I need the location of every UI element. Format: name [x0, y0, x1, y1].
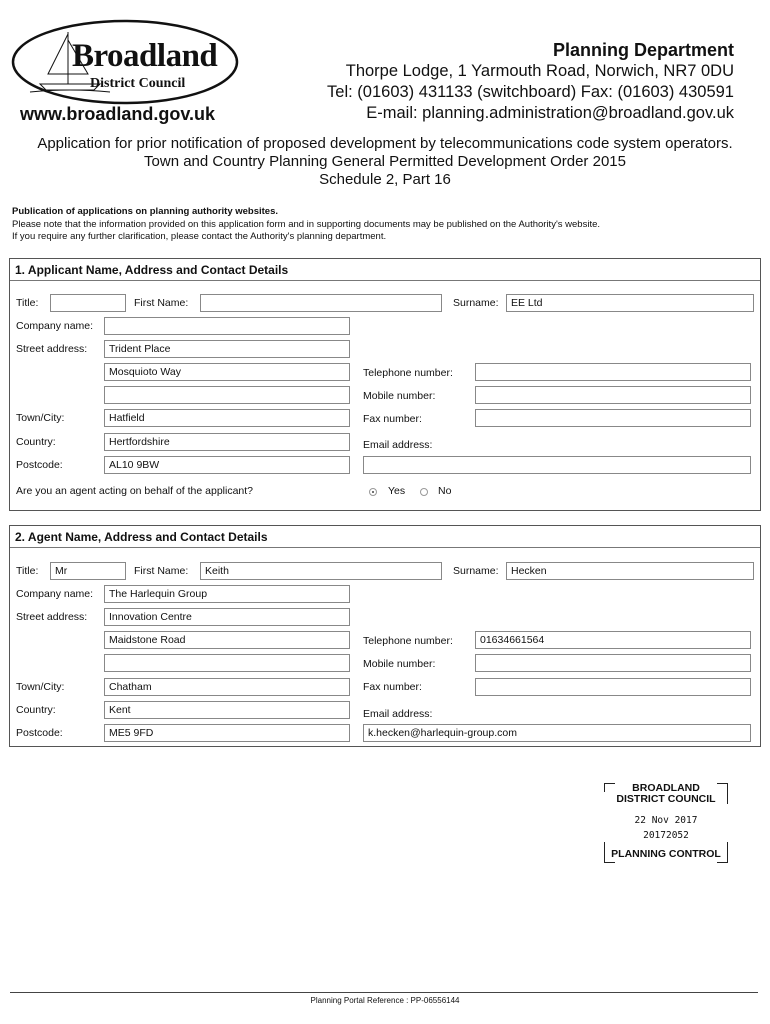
agent-fax-field[interactable] [475, 678, 751, 696]
agent-no-label: No [438, 485, 452, 497]
agent-surname-field[interactable]: Hecken [506, 562, 754, 580]
applicant-street3-field[interactable] [104, 386, 350, 404]
surname-label: Surname: [453, 297, 499, 309]
agent-street2-field[interactable]: Maidstone Road [104, 631, 350, 649]
stamp-title [604, 783, 728, 805]
telephone-label: Telephone number: [363, 367, 453, 379]
form-title-line1: Application for prior notification of proposed development by telecommunications code system operators. [37, 135, 733, 152]
applicant-town-field[interactable]: Hatfield [104, 409, 350, 427]
agent-email-field[interactable]: k.hecken@harlequin-group.com [363, 724, 751, 742]
section-divider [10, 280, 760, 281]
postcode-label: Postcode: [16, 727, 63, 739]
mobile-label: Mobile number: [363, 390, 436, 402]
agent-no-radio[interactable] [420, 488, 428, 496]
applicant-title-field[interactable] [50, 294, 126, 312]
fax-label: Fax number: [363, 413, 422, 425]
first-name-label: First Name: [134, 297, 189, 309]
stamp-line3: PLANNING CONTROL [611, 848, 721, 860]
publication-heading: Publication of applications on planning authority websites. [12, 206, 279, 217]
agent-yes-radio[interactable] [369, 488, 377, 496]
applicant-surname-field[interactable]: EE Ltd [506, 294, 754, 312]
applicant-street1-field[interactable]: Trident Place [104, 340, 350, 358]
applicant-email-field[interactable] [363, 456, 751, 474]
applicant-company-field[interactable] [104, 317, 350, 335]
street-address-label: Street address: [16, 611, 88, 623]
department-email[interactable]: E-mail: planning.administration@broadland.gov.uk [366, 104, 734, 122]
agent-company-field[interactable]: The Harlequin Group [104, 585, 350, 603]
street-address-label: Street address: [16, 343, 88, 355]
agent-section-title: 2. Agent Name, Address and Contact Details [15, 530, 268, 544]
logo-subtitle: District Council [90, 76, 186, 91]
logo-name: Broadland [72, 38, 218, 74]
applicant-first-name-field[interactable] [200, 294, 442, 312]
stamp-line1: BROADLAND [632, 782, 700, 794]
stamp-line2: DISTRICT COUNCIL [616, 793, 716, 805]
applicant-fax-field[interactable] [475, 409, 751, 427]
publication-line2: If you require any further clarification, please contact the Authority's planning department. [12, 231, 387, 242]
form-title-line2: Town and Country Planning General Permitted Development Order 2015 [144, 153, 626, 170]
received-stamp [604, 783, 728, 863]
applicant-street2-field[interactable]: Mosquioto Way [104, 363, 350, 381]
fax-label: Fax number: [363, 681, 422, 693]
town-city-label: Town/City: [16, 412, 65, 424]
agent-town-field[interactable]: Chatham [104, 678, 350, 696]
first-name-label: First Name: [134, 565, 189, 577]
agent-title-field[interactable]: Mr [50, 562, 126, 580]
email-label: Email address: [363, 708, 433, 720]
applicant-section [9, 258, 761, 511]
agent-street3-field[interactable] [104, 654, 350, 672]
form-title-line3: Schedule 2, Part 16 [319, 171, 451, 188]
agent-question: Are you an agent acting on behalf of the applicant? [16, 485, 254, 497]
applicant-mobile-field[interactable] [475, 386, 751, 404]
agent-yes-label: Yes [388, 485, 406, 497]
footer-divider [10, 992, 758, 993]
form-title [0, 135, 770, 189]
agent-mobile-field[interactable] [475, 654, 751, 672]
agent-street1-field[interactable]: Innovation Centre [104, 608, 350, 626]
agent-telephone-field[interactable]: 01634661564 [475, 631, 751, 649]
section-divider [10, 547, 760, 548]
telephone-label: Telephone number: [363, 635, 453, 647]
company-name-label: Company name: [16, 320, 94, 332]
title-label: Title: [16, 297, 39, 309]
country-label: Country: [16, 704, 56, 716]
department-address: Thorpe Lodge, 1 Yarmouth Road, Norwich, NR7 0DU [345, 62, 734, 80]
department-name: Planning Department [552, 40, 734, 60]
applicant-country-field[interactable]: Hertfordshire [104, 433, 350, 451]
website-link[interactable]: www.broadland.gov.uk [20, 104, 216, 124]
publication-notice [12, 206, 600, 244]
portal-reference: Planning Portal Reference : PP-06556144 [310, 996, 460, 1005]
applicant-postcode-field[interactable]: AL10 9BW [104, 456, 350, 474]
mobile-label: Mobile number: [363, 658, 436, 670]
postcode-label: Postcode: [16, 459, 63, 471]
agent-postcode-field[interactable]: ME5 9FD [104, 724, 350, 742]
email-label: Email address: [363, 439, 433, 451]
department-contact [327, 40, 734, 124]
country-label: Country: [16, 436, 56, 448]
council-logo [10, 18, 240, 106]
department-phone: Tel: (01603) 431133 (switchboard) Fax: (01603) 430591 [327, 83, 734, 101]
town-city-label: Town/City: [16, 681, 65, 693]
applicant-telephone-field[interactable] [475, 363, 751, 381]
stamp-reference: 20172052 [643, 830, 689, 841]
agent-first-name-field[interactable]: Keith [200, 562, 442, 580]
agent-country-field[interactable]: Kent [104, 701, 350, 719]
company-name-label: Company name: [16, 588, 94, 600]
stamp-date: 22 Nov 2017 [634, 815, 698, 826]
agent-section [9, 525, 761, 747]
title-label: Title: [16, 565, 39, 577]
surname-label: Surname: [453, 565, 499, 577]
publication-line1: Please note that the information provided on this application form and in supporting documents may be published on the Authority's website. [12, 218, 601, 230]
applicant-section-title: 1. Applicant Name, Address and Contact Details [15, 263, 289, 277]
